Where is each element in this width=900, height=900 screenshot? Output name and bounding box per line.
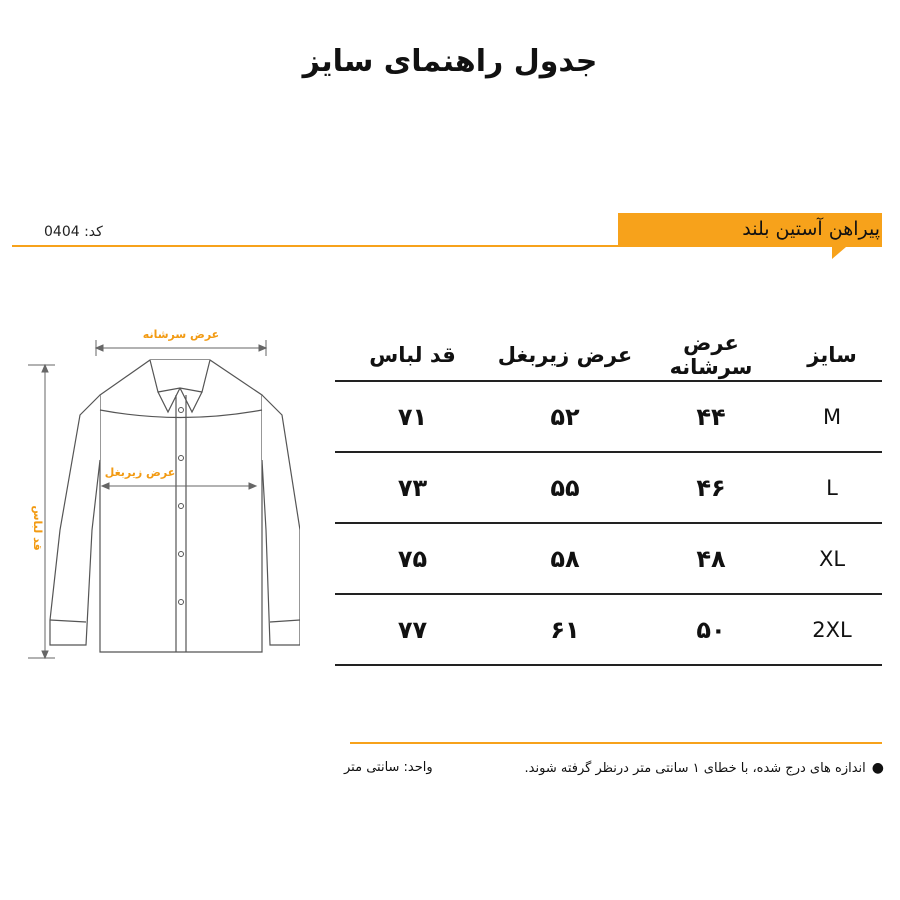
unit-label: واحد: سانتی متر xyxy=(344,760,433,775)
shoulder-dimension xyxy=(96,340,266,356)
length-cell: ۷۵ xyxy=(335,523,490,594)
button-dot xyxy=(179,456,184,461)
button-dot xyxy=(179,504,184,509)
header-divider xyxy=(12,245,618,247)
armpit-dimension-label: عرض زیربغل xyxy=(104,466,176,479)
size-cell: 2XL xyxy=(782,594,882,665)
length-cell: ۷۳ xyxy=(335,452,490,523)
size-cell: XL xyxy=(782,523,882,594)
armpit-cell: ۵۸ xyxy=(490,523,640,594)
button-dot xyxy=(179,600,184,605)
footer-divider xyxy=(350,742,882,744)
header-size: سایز xyxy=(782,330,882,381)
shoulder-cell: ۵۰ xyxy=(640,594,782,665)
product-name: پیراهن آستین بلند xyxy=(742,218,880,240)
header-length: قد لباس xyxy=(335,330,490,381)
armpit-cell: ۵۲ xyxy=(490,381,640,452)
armpit-cell: ۶۱ xyxy=(490,594,640,665)
measurement-note xyxy=(525,760,884,776)
product-code: کد: 0404 xyxy=(44,224,103,240)
size-cell: L xyxy=(782,452,882,523)
button-dot xyxy=(179,408,184,413)
shoulder-dimension-label: عرض سرشانه xyxy=(142,328,220,341)
size-table xyxy=(335,330,882,666)
shoulder-cell: ۴۶ xyxy=(640,452,782,523)
length-cell: ۷۷ xyxy=(335,594,490,665)
table-row xyxy=(335,452,882,523)
product-header-notch xyxy=(832,247,846,259)
length-dimension-label: قد لباس xyxy=(31,505,44,551)
size-cell: M xyxy=(782,381,882,452)
bullet-icon: ● xyxy=(871,760,884,776)
armpit-cell: ۵۵ xyxy=(490,452,640,523)
header-armpit-width: عرض زیربغل xyxy=(490,330,640,381)
shoulder-cell: ۴۴ xyxy=(640,381,782,452)
table-header-row xyxy=(335,330,882,381)
table-row xyxy=(335,381,882,452)
page-title: جدول راهنمای سایز xyxy=(302,44,598,79)
shirt-diagram xyxy=(0,300,300,680)
button-dot xyxy=(179,552,184,557)
measurement-note-text: اندازه های درج شده، با خطای ۱ سانتی متر درنظر گرفته شوند. xyxy=(524,761,866,776)
table-row xyxy=(335,594,882,665)
table-row xyxy=(335,523,882,594)
shirt-outline-icon xyxy=(50,360,300,652)
length-cell: ۷۱ xyxy=(335,381,490,452)
header-shoulder-width: عرض سرشانه xyxy=(640,330,782,381)
shoulder-cell: ۴۸ xyxy=(640,523,782,594)
